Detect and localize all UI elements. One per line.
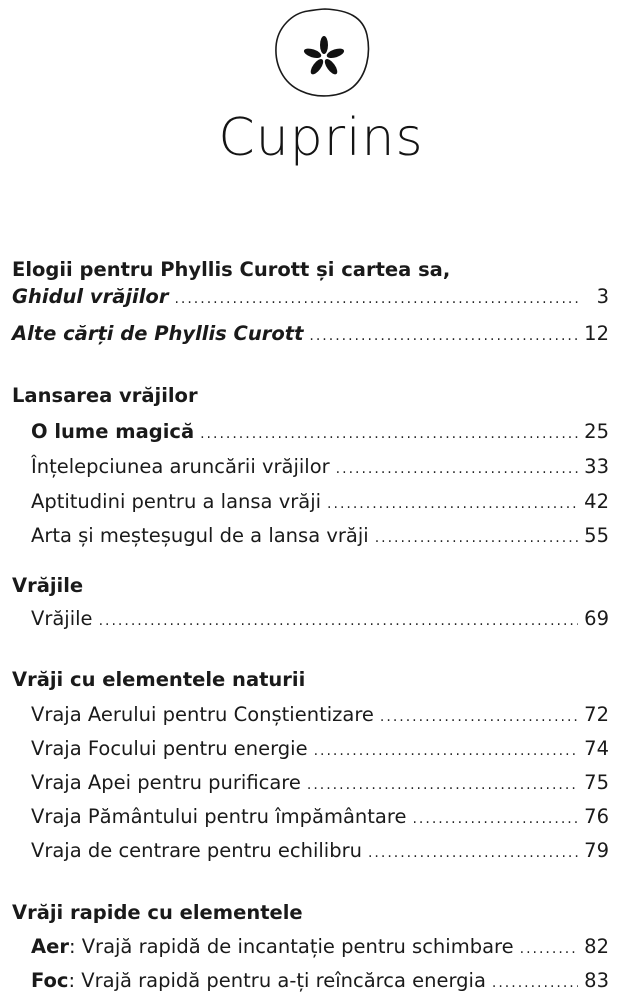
toc-entry-label: Vrăjile: [31, 607, 93, 630]
toc-entry-label: Aptitudini pentru a lansa vrăji: [31, 490, 322, 513]
toc-entry-label: Alte cărți de Phyllis Curott: [12, 322, 304, 345]
toc-entry-page: 25: [584, 420, 609, 443]
toc-entry-label: Arta și meșteșugul de a lansa vrăji: [31, 524, 369, 547]
toc-entry[interactable]: [31, 455, 609, 485]
toc-entry-line1: Elogii pentru Phyllis Curott și cartea sa,: [12, 258, 451, 281]
leader-dots: [380, 709, 578, 725]
toc-entry-page: 83: [584, 969, 609, 992]
section-heading: Lansarea vrăjilor: [12, 384, 198, 407]
toc-entry[interactable]: [31, 420, 609, 450]
section-heading: Vrăjile: [12, 574, 84, 597]
toc-entry-label: [31, 969, 486, 992]
toc-entry-page: 82: [584, 935, 609, 958]
toc-entry-label: Înțelepciunea aruncării vrăjilor: [31, 455, 330, 478]
toc-entry[interactable]: [12, 322, 609, 352]
leader-dots: [99, 613, 579, 629]
toc-entry-label: Vraja Focului pentru energie: [31, 737, 308, 760]
toc-entry-page: 76: [584, 805, 609, 828]
toc-entry-page: 79: [584, 839, 609, 862]
toc-entry-page: 74: [584, 737, 609, 760]
flower-ornament-icon: [263, 5, 387, 99]
element-prefix: Foc: [31, 969, 69, 992]
toc-entry[interactable]: [31, 771, 609, 801]
toc-entry-label: Vraja Apei pentru purificare: [31, 771, 301, 794]
toc-entry-page: 3: [596, 285, 609, 308]
toc-entry[interactable]: [31, 935, 609, 965]
leader-dots: [375, 530, 578, 546]
section-heading: Vrăji rapide cu elementele: [12, 901, 303, 924]
leader-dots: [314, 743, 579, 759]
leader-dots: [412, 811, 578, 827]
toc-entry-label: [31, 935, 514, 958]
element-prefix: Aer: [31, 935, 69, 958]
toc-entry[interactable]: [31, 607, 609, 637]
toc-entry[interactable]: [12, 285, 609, 315]
toc-entry-label: Vraja Pământului pentru împământare: [31, 805, 407, 828]
leader-dots: [336, 461, 579, 477]
leader-dots: [307, 777, 578, 793]
toc-entry-page: 69: [584, 607, 609, 630]
toc-entry[interactable]: [31, 805, 609, 835]
toc-entry-page: 72: [584, 703, 609, 726]
entry-text: : Vrajă rapidă de incantație pentru schimbare: [68, 935, 514, 958]
toc-entry-page: 33: [584, 455, 609, 478]
leader-dots: [492, 975, 578, 991]
leader-dots: [309, 328, 578, 344]
toc-entry[interactable]: [31, 839, 609, 869]
leader-dots: [368, 845, 578, 861]
toc-entry[interactable]: [31, 703, 609, 733]
toc-entry-page: 12: [584, 322, 609, 345]
toc-entry[interactable]: [31, 737, 609, 767]
toc-entry-page: 75: [584, 771, 609, 794]
toc-entry-label: Ghidul vrăjilor: [12, 285, 169, 308]
entry-text: : Vrajă rapidă pentru a-ți reîncărca energia: [68, 969, 486, 992]
leader-dots: [327, 496, 578, 512]
toc-entry-label: Vraja de centrare pentru echilibru: [31, 839, 362, 862]
leader-dots: [520, 941, 579, 957]
toc-entry[interactable]: [31, 969, 609, 999]
section-heading: Vrăji cu elementele naturii: [12, 668, 306, 691]
page-title: Cuprins: [218, 108, 424, 168]
leader-dots: [174, 291, 579, 307]
toc-entry-page: 42: [584, 490, 609, 513]
leader-dots: [200, 426, 578, 442]
toc-entry-label: O lume magică: [31, 420, 195, 443]
toc-entry[interactable]: [31, 524, 609, 554]
toc-entry-page: 55: [584, 524, 609, 547]
toc-entry[interactable]: [31, 490, 609, 520]
toc-entry-label: Vraja Aerului pentru Conștientizare: [31, 703, 374, 726]
